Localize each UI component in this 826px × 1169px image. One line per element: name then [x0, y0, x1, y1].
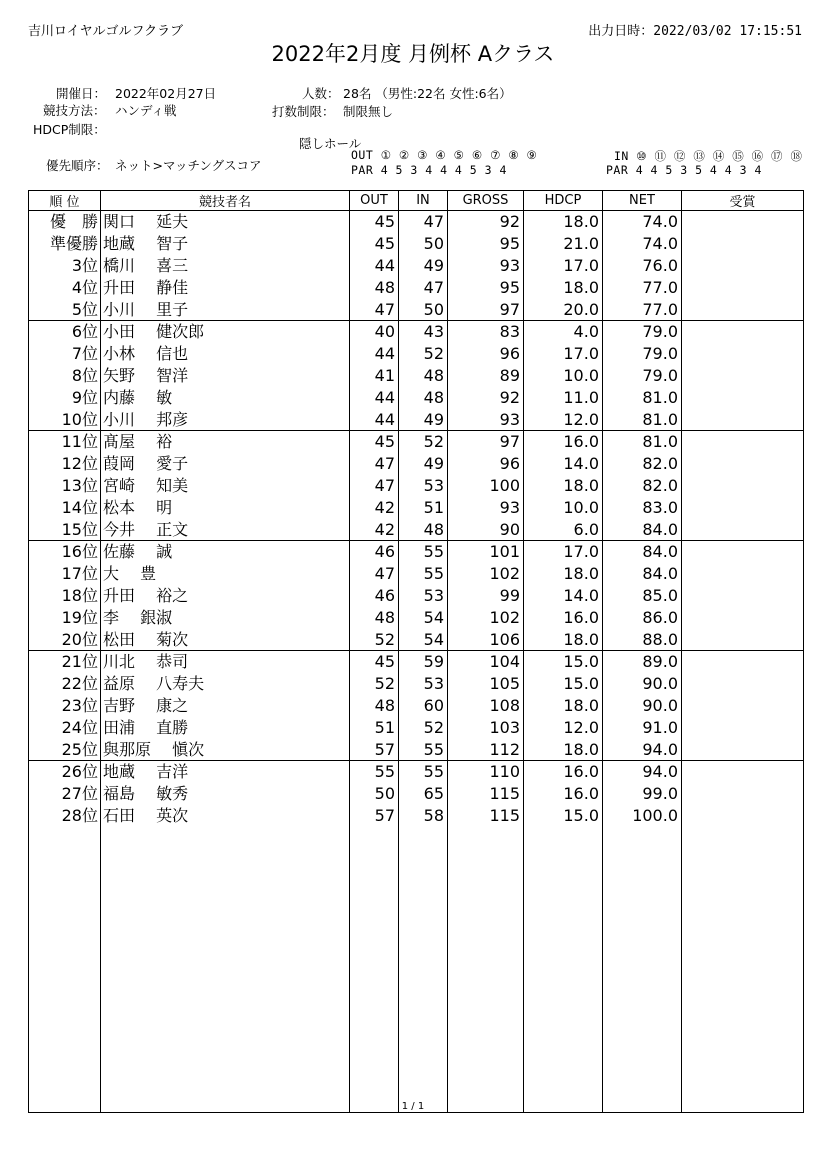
cell-hdcp: 16.0: [524, 783, 603, 805]
cell-out: 47: [350, 298, 399, 320]
cell-net: 99.0: [603, 783, 682, 805]
cell-rank: 10位: [29, 408, 101, 430]
table-row: [29, 496, 804, 518]
cell-hdcp: 6.0: [524, 518, 603, 540]
table-row: [29, 276, 804, 298]
cell-out: 55: [350, 760, 399, 782]
cell-hdcp: 10.0: [524, 365, 603, 387]
cell-net: 86.0: [603, 606, 682, 628]
table-row: [29, 585, 804, 607]
cell-gross: 89: [448, 365, 524, 387]
cell-rank: 4位: [29, 276, 101, 298]
cell-award: [682, 408, 804, 430]
cell-out: 57: [350, 738, 399, 760]
cell-name: 田浦 直勝: [101, 716, 350, 738]
cell-rank: 11位: [29, 430, 101, 452]
cell-out: 45: [350, 430, 399, 452]
stroke-limit-value: 制限無し: [343, 104, 394, 119]
page-title: 2022年2月度 月例杯 Aクラス: [271, 42, 555, 66]
col-header-out: OUT: [350, 191, 399, 211]
empty-cell: [101, 826, 350, 1113]
cell-hdcp: 4.0: [524, 320, 603, 342]
cell-award: [682, 518, 804, 540]
cell-out: 46: [350, 585, 399, 607]
cell-name: 益原 八寿夫: [101, 673, 350, 695]
col-header-name: 競技者名: [101, 191, 350, 211]
table-row: [29, 365, 804, 387]
cell-award: [682, 695, 804, 717]
table-row: [29, 716, 804, 738]
cell-hdcp: 16.0: [524, 760, 603, 782]
cell-out: 45: [350, 233, 399, 255]
cell-award: [682, 298, 804, 320]
cell-rank: 25位: [29, 738, 101, 760]
cell-hdcp: 21.0: [524, 233, 603, 255]
cell-hdcp: 17.0: [524, 540, 603, 562]
cell-out: 44: [350, 408, 399, 430]
table-filler-row: [29, 826, 804, 1113]
method-label: 競技方法：: [43, 103, 106, 118]
cell-net: 91.0: [603, 716, 682, 738]
table-row: [29, 475, 804, 497]
cell-gross: 97: [448, 298, 524, 320]
cell-name: 佐藤 誠: [101, 540, 350, 562]
cell-gross: 115: [448, 783, 524, 805]
cell-name: 小林 信也: [101, 343, 350, 365]
table-header-row: [29, 191, 804, 211]
cell-out: 48: [350, 276, 399, 298]
cell-in: 54: [399, 606, 448, 628]
cell-hdcp: 18.0: [524, 738, 603, 760]
cell-in: 52: [399, 716, 448, 738]
cell-in: 49: [399, 255, 448, 277]
cell-out: 45: [350, 211, 399, 233]
cell-out: 42: [350, 518, 399, 540]
page-number: 1 / 1: [401, 1101, 425, 1112]
cell-in: 59: [399, 650, 448, 672]
cell-hdcp: 15.0: [524, 673, 603, 695]
table-row: [29, 563, 804, 585]
col-header-net: NET: [603, 191, 682, 211]
table-row: [29, 518, 804, 540]
cell-in: 52: [399, 343, 448, 365]
cell-out: 51: [350, 716, 399, 738]
cell-net: 90.0: [603, 695, 682, 717]
cell-name: 今井 正文: [101, 518, 350, 540]
date-value: 2022年02月27日: [115, 86, 217, 101]
table-row: [29, 760, 804, 782]
cell-net: 82.0: [603, 453, 682, 475]
priority-value: ネット>マッチングスコア: [115, 158, 262, 173]
cell-award: [682, 365, 804, 387]
cell-net: 74.0: [603, 233, 682, 255]
cell-gross: 101: [448, 540, 524, 562]
table-row: [29, 673, 804, 695]
empty-cell: [448, 826, 524, 1113]
hdcp-limit-label: HDCP制限：: [33, 122, 106, 137]
col-header-hdcp: HDCP: [524, 191, 603, 211]
cell-award: [682, 585, 804, 607]
cell-net: 77.0: [603, 298, 682, 320]
cell-name: 小田 健次郎: [101, 320, 350, 342]
table-row: [29, 211, 804, 233]
cell-out: 48: [350, 695, 399, 717]
cell-hdcp: 10.0: [524, 496, 603, 518]
table-row: [29, 540, 804, 562]
cell-gross: 96: [448, 453, 524, 475]
cell-award: [682, 805, 804, 827]
table-row: [29, 783, 804, 805]
cell-in: 53: [399, 673, 448, 695]
cell-in: 47: [399, 276, 448, 298]
cell-name: 松田 菊次: [101, 628, 350, 650]
cell-hdcp: 14.0: [524, 585, 603, 607]
table-row: [29, 408, 804, 430]
cell-out: 45: [350, 650, 399, 672]
empty-cell: [29, 826, 101, 1113]
cell-award: [682, 386, 804, 408]
cell-gross: 102: [448, 606, 524, 628]
cell-in: 48: [399, 365, 448, 387]
cell-gross: 105: [448, 673, 524, 695]
cell-net: 81.0: [603, 430, 682, 452]
cell-net: 74.0: [603, 211, 682, 233]
cell-gross: 93: [448, 408, 524, 430]
cell-award: [682, 320, 804, 342]
cell-name: 大 豊: [101, 563, 350, 585]
cell-name: 葭岡 愛子: [101, 453, 350, 475]
cell-hdcp: 18.0: [524, 276, 603, 298]
cell-gross: 95: [448, 233, 524, 255]
cell-award: [682, 673, 804, 695]
col-header-rank: 順 位: [29, 191, 101, 211]
cell-out: 44: [350, 386, 399, 408]
table-row: [29, 650, 804, 672]
cell-name: 川北 恭司: [101, 650, 350, 672]
out-par-row: PAR 4 5 3 4 4 4 5 3 4: [351, 163, 507, 177]
cell-award: [682, 430, 804, 452]
cell-net: 88.0: [603, 628, 682, 650]
cell-hdcp: 15.0: [524, 805, 603, 827]
cell-in: 49: [399, 453, 448, 475]
cell-name: 李 銀淑: [101, 606, 350, 628]
cell-rank: 優 勝: [29, 211, 101, 233]
cell-rank: 3位: [29, 255, 101, 277]
cell-net: 82.0: [603, 475, 682, 497]
cell-gross: 103: [448, 716, 524, 738]
cell-name: 内藤 敏: [101, 386, 350, 408]
cell-hdcp: 18.0: [524, 211, 603, 233]
cell-in: 65: [399, 783, 448, 805]
cell-gross: 104: [448, 650, 524, 672]
cell-net: 89.0: [603, 650, 682, 672]
cell-award: [682, 738, 804, 760]
cell-net: 85.0: [603, 585, 682, 607]
table-row: [29, 298, 804, 320]
table-row: [29, 628, 804, 650]
cell-rank: 26位: [29, 760, 101, 782]
cell-hdcp: 18.0: [524, 695, 603, 717]
cell-in: 55: [399, 738, 448, 760]
cell-gross: 96: [448, 343, 524, 365]
cell-name: 宮崎 知美: [101, 475, 350, 497]
table-row: [29, 386, 804, 408]
cell-rank: 21位: [29, 650, 101, 672]
cell-rank: 20位: [29, 628, 101, 650]
table-row: [29, 606, 804, 628]
empty-cell: [399, 826, 448, 1113]
cell-out: 47: [350, 475, 399, 497]
date-label: 開催日：: [56, 86, 107, 101]
table-row: [29, 695, 804, 717]
table-row: [29, 738, 804, 760]
cell-in: 50: [399, 298, 448, 320]
cell-gross: 97: [448, 430, 524, 452]
priority-label: 優先順序：: [46, 158, 109, 173]
cell-out: 40: [350, 320, 399, 342]
cell-award: [682, 540, 804, 562]
cell-net: 84.0: [603, 563, 682, 585]
cell-net: 77.0: [603, 276, 682, 298]
cell-net: 81.0: [603, 386, 682, 408]
cell-name: 関口 延夫: [101, 211, 350, 233]
cell-net: 81.0: [603, 408, 682, 430]
cell-award: [682, 606, 804, 628]
cell-out: 44: [350, 255, 399, 277]
cell-net: 79.0: [603, 320, 682, 342]
empty-cell: [603, 826, 682, 1113]
cell-name: 升田 裕之: [101, 585, 350, 607]
cell-gross: 100: [448, 475, 524, 497]
cell-rank: 24位: [29, 716, 101, 738]
cell-rank: 5位: [29, 298, 101, 320]
table-row: [29, 255, 804, 277]
col-header-in: IN: [399, 191, 448, 211]
printed-timestamp: 出力日時：2022/03/02 17:15:51: [588, 24, 802, 39]
cell-hdcp: 18.0: [524, 628, 603, 650]
cell-rank: 8位: [29, 365, 101, 387]
cell-gross: 99: [448, 585, 524, 607]
club-name: 吉川ロイヤルゴルフクラブ: [28, 24, 184, 39]
cell-hdcp: 18.0: [524, 563, 603, 585]
cell-net: 83.0: [603, 496, 682, 518]
cell-out: 52: [350, 673, 399, 695]
cell-name: 髙屋 裕: [101, 430, 350, 452]
cell-award: [682, 276, 804, 298]
table-row: [29, 805, 804, 827]
cell-rank: 28位: [29, 805, 101, 827]
stroke-limit-label: 打数制限：: [272, 104, 335, 119]
in-holes-row: IN ⑩ ⑪ ⑫ ⑬ ⑭ ⑮ ⑯ ⑰ ⑱: [614, 149, 803, 163]
cell-award: [682, 255, 804, 277]
empty-cell: [350, 826, 399, 1113]
cell-rank: 7位: [29, 343, 101, 365]
cell-in: 48: [399, 518, 448, 540]
cell-rank: 18位: [29, 585, 101, 607]
cell-name: 與那原 愼次: [101, 738, 350, 760]
cell-hdcp: 20.0: [524, 298, 603, 320]
cell-gross: 93: [448, 496, 524, 518]
cell-gross: 92: [448, 386, 524, 408]
cell-name: 吉野 康之: [101, 695, 350, 717]
cell-gross: 112: [448, 738, 524, 760]
table-row: [29, 233, 804, 255]
cell-gross: 102: [448, 563, 524, 585]
cell-award: [682, 563, 804, 585]
cell-net: 90.0: [603, 673, 682, 695]
cell-rank: 準優勝: [29, 233, 101, 255]
cell-gross: 95: [448, 276, 524, 298]
col-header-award: 受賞: [682, 191, 804, 211]
cell-out: 52: [350, 628, 399, 650]
cell-name: 小川 里子: [101, 298, 350, 320]
table-row: [29, 320, 804, 342]
cell-out: 46: [350, 540, 399, 562]
participants-value: 28名 （男性:22名 女性:6名）: [343, 86, 512, 101]
cell-out: 44: [350, 343, 399, 365]
cell-hdcp: 16.0: [524, 606, 603, 628]
cell-gross: 92: [448, 211, 524, 233]
cell-name: 福島 敏秀: [101, 783, 350, 805]
cell-out: 47: [350, 453, 399, 475]
cell-rank: 23位: [29, 695, 101, 717]
cell-in: 55: [399, 563, 448, 585]
cell-in: 43: [399, 320, 448, 342]
cell-gross: 90: [448, 518, 524, 540]
cell-out: 47: [350, 563, 399, 585]
cell-in: 58: [399, 805, 448, 827]
cell-rank: 6位: [29, 320, 101, 342]
cell-in: 53: [399, 585, 448, 607]
cell-net: 79.0: [603, 365, 682, 387]
cell-in: 53: [399, 475, 448, 497]
cell-rank: 27位: [29, 783, 101, 805]
cell-name: 升田 静佳: [101, 276, 350, 298]
cell-rank: 19位: [29, 606, 101, 628]
table-row: [29, 453, 804, 475]
cell-name: 地蔵 智子: [101, 233, 350, 255]
cell-in: 60: [399, 695, 448, 717]
cell-hdcp: 17.0: [524, 343, 603, 365]
participants-label: 人数：: [302, 86, 340, 101]
cell-hdcp: 15.0: [524, 650, 603, 672]
cell-in: 50: [399, 233, 448, 255]
cell-gross: 106: [448, 628, 524, 650]
cell-award: [682, 783, 804, 805]
cell-out: 57: [350, 805, 399, 827]
cell-net: 100.0: [603, 805, 682, 827]
hidden-holes-label: 隠しホール: [299, 136, 362, 151]
cell-net: 76.0: [603, 255, 682, 277]
cell-net: 94.0: [603, 760, 682, 782]
cell-hdcp: 11.0: [524, 386, 603, 408]
results-table: [28, 190, 804, 1113]
cell-name: 矢野 智洋: [101, 365, 350, 387]
cell-award: [682, 628, 804, 650]
cell-in: 55: [399, 760, 448, 782]
cell-name: 松本 明: [101, 496, 350, 518]
cell-in: 49: [399, 408, 448, 430]
cell-net: 94.0: [603, 738, 682, 760]
cell-gross: 108: [448, 695, 524, 717]
cell-rank: 17位: [29, 563, 101, 585]
cell-rank: 9位: [29, 386, 101, 408]
cell-gross: 83: [448, 320, 524, 342]
cell-rank: 22位: [29, 673, 101, 695]
cell-in: 54: [399, 628, 448, 650]
cell-award: [682, 650, 804, 672]
cell-rank: 12位: [29, 453, 101, 475]
cell-name: 小川 邦彦: [101, 408, 350, 430]
cell-rank: 14位: [29, 496, 101, 518]
cell-rank: 13位: [29, 475, 101, 497]
cell-hdcp: 14.0: [524, 453, 603, 475]
cell-hdcp: 18.0: [524, 475, 603, 497]
cell-in: 55: [399, 540, 448, 562]
cell-in: 47: [399, 211, 448, 233]
cell-net: 84.0: [603, 518, 682, 540]
cell-name: 石田 英次: [101, 805, 350, 827]
cell-award: [682, 760, 804, 782]
cell-award: [682, 453, 804, 475]
cell-award: [682, 496, 804, 518]
cell-hdcp: 12.0: [524, 716, 603, 738]
cell-gross: 115: [448, 805, 524, 827]
cell-award: [682, 716, 804, 738]
cell-rank: 15位: [29, 518, 101, 540]
empty-cell: [524, 826, 603, 1113]
cell-hdcp: 16.0: [524, 430, 603, 452]
cell-in: 48: [399, 386, 448, 408]
out-holes-row: OUT ① ② ③ ④ ⑤ ⑥ ⑦ ⑧ ⑨: [351, 148, 538, 162]
col-header-gross: GROSS: [448, 191, 524, 211]
table-row: [29, 430, 804, 452]
in-par-row: PAR 4 4 5 3 5 4 4 3 4: [606, 163, 762, 177]
cell-award: [682, 475, 804, 497]
cell-in: 51: [399, 496, 448, 518]
cell-hdcp: 17.0: [524, 255, 603, 277]
cell-award: [682, 233, 804, 255]
cell-award: [682, 343, 804, 365]
cell-gross: 110: [448, 760, 524, 782]
cell-out: 42: [350, 496, 399, 518]
cell-out: 41: [350, 365, 399, 387]
cell-net: 84.0: [603, 540, 682, 562]
cell-rank: 16位: [29, 540, 101, 562]
cell-name: 地蔵 吉洋: [101, 760, 350, 782]
cell-name: 橋川 喜三: [101, 255, 350, 277]
cell-out: 48: [350, 606, 399, 628]
cell-hdcp: 12.0: [524, 408, 603, 430]
empty-cell: [682, 826, 804, 1113]
cell-gross: 93: [448, 255, 524, 277]
cell-net: 79.0: [603, 343, 682, 365]
cell-out: 50: [350, 783, 399, 805]
method-value: ハンディ戦: [115, 103, 177, 118]
cell-in: 52: [399, 430, 448, 452]
cell-award: [682, 211, 804, 233]
table-row: [29, 343, 804, 365]
